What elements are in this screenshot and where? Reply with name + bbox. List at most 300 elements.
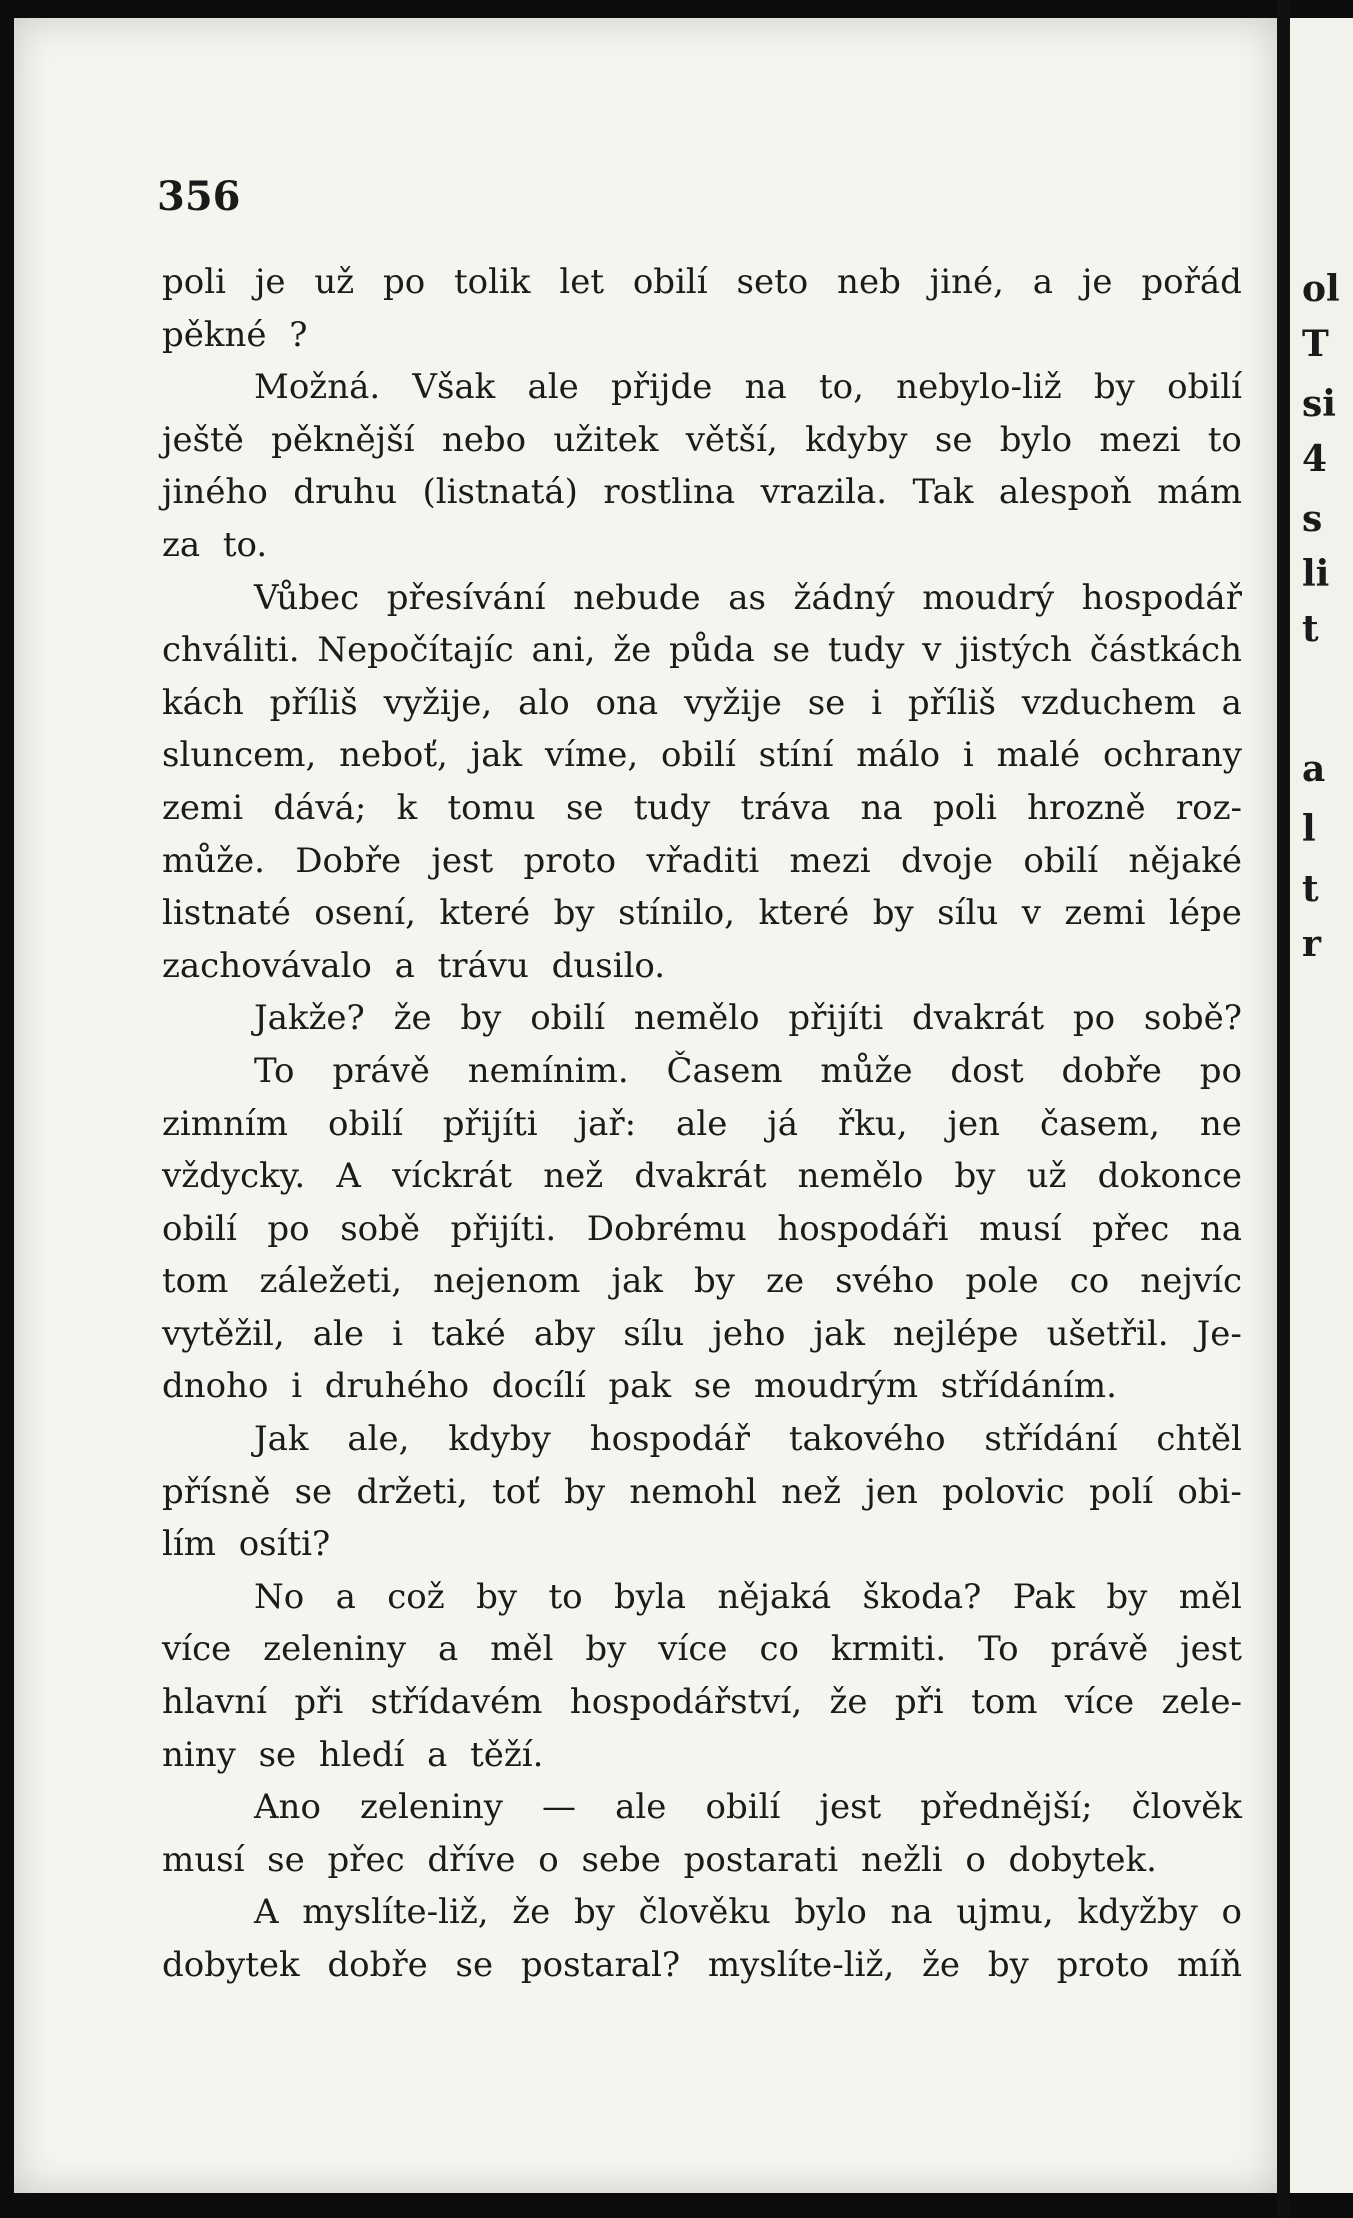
word: že (922, 1945, 961, 1985)
word: takového (788, 1419, 946, 1460)
word: po (1199, 1050, 1242, 1091)
word: ani, (531, 630, 596, 671)
word: by (564, 1471, 606, 1512)
word: částkách (1089, 630, 1242, 671)
word: nejenom (433, 1261, 581, 1302)
word: o (1221, 1892, 1242, 1933)
page-number: 356 (157, 173, 241, 220)
word: dává; (273, 787, 367, 828)
word: časem, (1040, 1103, 1160, 1144)
word: osení, (314, 893, 416, 934)
word: střídavém (370, 1682, 543, 1723)
word: by (987, 1945, 1029, 1985)
word: jak (611, 1261, 663, 1302)
book-page (14, 18, 1277, 2193)
text-line (162, 519, 1242, 572)
adjacent-page-fragment: T (1302, 323, 1329, 365)
word: než (781, 1471, 842, 1512)
word: musí (979, 1208, 1062, 1249)
text-line-content: dnoho i druhého docílí pak se moudrým střídáním. (162, 1366, 1117, 1407)
word: přesívání (386, 577, 546, 618)
word: že (613, 630, 652, 671)
word: a (335, 1576, 356, 1617)
word: přec (1092, 1208, 1170, 1249)
word: i (871, 682, 882, 723)
word: na (1199, 1208, 1242, 1249)
word: nemělo (633, 998, 760, 1039)
word: poli (932, 787, 997, 828)
word: Ano (254, 1787, 321, 1828)
word: pěknější (271, 419, 415, 460)
word: pole (965, 1261, 1039, 1302)
word: jest (819, 1787, 882, 1828)
adjacent-page-fragment: 4 (1302, 438, 1328, 480)
word: přijíti. (450, 1208, 557, 1249)
text-line (162, 1729, 1242, 1782)
word: jak (813, 1313, 865, 1354)
text-line (162, 1045, 1242, 1098)
word: nebylo-liž (896, 367, 1062, 408)
word: tudy (633, 787, 711, 828)
word: po (382, 262, 426, 302)
word: v (1021, 893, 1041, 934)
word: roz- (1175, 787, 1242, 828)
word: které (758, 893, 850, 934)
word: tom (971, 1682, 1038, 1723)
word: jeho (712, 1313, 786, 1354)
word: které (439, 893, 531, 934)
text-line-content: lím osíti? (162, 1524, 331, 1565)
word: může (820, 1050, 913, 1091)
word: To (254, 1050, 295, 1091)
word: Však (412, 367, 496, 408)
word: ale (312, 1313, 365, 1354)
word: aby (533, 1313, 596, 1354)
text-line-content: musí se přec dříve o sebe postarati nežli o dobytek. (162, 1839, 1157, 1880)
word: po (1072, 998, 1116, 1039)
word: To (978, 1629, 1019, 1670)
word: může. (162, 840, 265, 881)
word: více (658, 1629, 728, 1670)
word: střídání (984, 1419, 1118, 1460)
word: málo (856, 735, 941, 776)
text-line (162, 1413, 1242, 1466)
word: chtěl (1156, 1419, 1242, 1460)
word: Nepočítajíc (317, 630, 514, 671)
word: A (254, 1892, 279, 1933)
word: hospodář (1081, 577, 1242, 618)
word: měl (1178, 1576, 1242, 1617)
word: užitek (553, 419, 659, 460)
word: svého (835, 1261, 935, 1302)
word: stíní (758, 735, 834, 776)
word: jiné, (929, 262, 1004, 302)
text-line (162, 414, 1242, 467)
text-line (162, 992, 1242, 1045)
word: dokonce (1097, 1156, 1242, 1197)
text-line (162, 729, 1242, 782)
word: držeti, (356, 1471, 468, 1512)
word: by (476, 1576, 518, 1617)
text-line (162, 1939, 1242, 1992)
word: myslíte-liž, (302, 1892, 489, 1933)
word: že (393, 998, 432, 1039)
adjacent-page-fragment: t (1302, 868, 1319, 910)
word: proto (1056, 1945, 1150, 1985)
word: by (872, 893, 914, 934)
word: více (1064, 1682, 1135, 1723)
word: nebo (441, 419, 527, 460)
word: víme, (544, 735, 639, 776)
word: zimním (162, 1103, 289, 1144)
word: lépe (1169, 893, 1242, 934)
word: jen (947, 1103, 1001, 1144)
text-line-content: zachovávalo a trávu dusilo. (162, 945, 666, 986)
text-line (162, 1466, 1242, 1519)
word: Dobře (295, 840, 402, 881)
text-line (162, 1360, 1242, 1413)
word: stínilo, (618, 893, 735, 934)
word: myslíte-liž, (707, 1945, 895, 1985)
text-line (162, 1150, 1242, 1203)
word: dvoje (900, 840, 994, 881)
word: při (294, 1682, 344, 1723)
word: by (1093, 367, 1135, 408)
text-line (162, 887, 1242, 940)
word: se (455, 1945, 494, 1985)
word: míň (1176, 1945, 1242, 1985)
word: právě (332, 1050, 430, 1091)
text-line (162, 1203, 1242, 1256)
word: vzduchem (1021, 682, 1196, 723)
word: Časem (666, 1050, 783, 1091)
word: to, (818, 367, 864, 408)
word: víckrát (392, 1156, 513, 1197)
word: příliš (907, 682, 996, 723)
adjacent-page-fragment: a (1302, 748, 1326, 790)
word: hospodářství, (569, 1682, 803, 1723)
word: to (548, 1576, 583, 1617)
text-line-content: niny se hledí a těží. (162, 1734, 544, 1775)
word: dobytek (162, 1945, 300, 1985)
word: ještě (162, 419, 244, 460)
text-line (162, 624, 1242, 677)
word: (listnatá) (422, 472, 578, 513)
word: což (387, 1576, 445, 1617)
word: sobě? (1143, 998, 1242, 1039)
word: ale (615, 1787, 667, 1828)
word: polí (1089, 1471, 1154, 1512)
word: No (254, 1576, 305, 1617)
text-line (162, 361, 1242, 414)
word: přijíti (788, 998, 884, 1039)
word: listnaté (162, 893, 291, 934)
word: že (829, 1682, 868, 1723)
word: toť (492, 1471, 540, 1512)
word: polovic (942, 1471, 1065, 1512)
adjacent-page-fragment: li (1302, 553, 1330, 595)
word: nemínim. (467, 1050, 629, 1091)
word: se (565, 787, 604, 828)
word: sílu (937, 893, 999, 934)
word: Je- (1196, 1313, 1242, 1354)
word: by (693, 1261, 735, 1302)
word: po (267, 1208, 310, 1249)
word: také (431, 1313, 506, 1354)
word: moudrý (922, 577, 1055, 618)
word: ale, (347, 1419, 410, 1460)
word: alo (518, 682, 570, 723)
word: Možná. (254, 367, 381, 408)
word: krmiti. (830, 1629, 947, 1670)
word: a (438, 1629, 459, 1670)
word: tomu (447, 787, 536, 828)
word: ale (676, 1103, 728, 1144)
word: chváliti. (162, 630, 300, 671)
word: proto (523, 840, 617, 881)
word: a (1221, 682, 1242, 723)
word: jak (470, 735, 523, 776)
word: při (894, 1682, 944, 1723)
word: vyžije, (383, 682, 493, 723)
word: by (573, 1892, 615, 1933)
word: ujmu, (956, 1892, 1054, 1933)
word: as (728, 577, 766, 618)
word: jiného (162, 472, 268, 513)
page-gutter (1277, 0, 1290, 2218)
text-line (162, 1834, 1242, 1887)
word: škoda? (862, 1576, 982, 1617)
word: je (254, 262, 286, 302)
word: kdyby (448, 1419, 551, 1460)
word: sílu (623, 1313, 685, 1354)
word: to (1207, 419, 1242, 460)
word: se (934, 419, 973, 460)
word: Tak (912, 472, 974, 513)
word: a (1032, 262, 1054, 302)
word: jař: (577, 1103, 637, 1144)
word: ze (766, 1261, 805, 1302)
word: v (922, 630, 942, 671)
word: i (962, 735, 974, 776)
word: měl (490, 1629, 554, 1670)
adjacent-page-fragment: l (1302, 808, 1316, 850)
word: příliš (269, 682, 358, 723)
word: člověk (1131, 1787, 1242, 1828)
word: jest (431, 840, 494, 881)
word: sluncem, (162, 735, 317, 776)
word: už (314, 262, 355, 302)
word: přísně (162, 1471, 271, 1512)
text-line (162, 1571, 1242, 1624)
word: vytěžil, (162, 1313, 285, 1354)
text-line (162, 677, 1242, 730)
word: obilí (530, 998, 606, 1039)
word: by (553, 893, 595, 934)
word: obi- (1177, 1471, 1242, 1512)
word: nejlépe (893, 1313, 1019, 1354)
word: malé (996, 735, 1081, 776)
word: neb (837, 262, 901, 302)
word: jistých (959, 630, 1072, 671)
word: zele- (1161, 1682, 1242, 1723)
text-line (162, 572, 1242, 625)
text-line (162, 835, 1242, 888)
word: Vůbec (254, 577, 360, 618)
word: půda (669, 630, 755, 671)
word: vřaditi (646, 840, 760, 881)
word: ne (1199, 1103, 1242, 1144)
word: hlavní (162, 1682, 268, 1723)
word: hospodář (589, 1419, 751, 1460)
text-line (162, 1676, 1242, 1729)
adjacent-page-fragment: ol (1302, 268, 1340, 310)
word: Pak (1012, 1576, 1075, 1617)
word: je (1081, 262, 1113, 302)
word: tráva (740, 787, 831, 828)
word: Jakže? (254, 998, 365, 1039)
adjacent-page-fragment: r (1302, 923, 1321, 965)
word: než (543, 1156, 604, 1197)
word: obilí (661, 735, 736, 776)
word: na (860, 787, 903, 828)
word: obilí (1167, 367, 1242, 408)
text-line-content: pěkné ? (162, 314, 308, 355)
adjacent-page-fragment: t (1302, 608, 1319, 650)
word: nemělo (797, 1156, 924, 1197)
word: ochrany (1102, 735, 1242, 776)
word: by (585, 1629, 627, 1670)
word: — (542, 1787, 577, 1828)
word: přijíti (442, 1103, 538, 1144)
word: tudy (827, 630, 905, 671)
word: tolik (454, 262, 531, 302)
word: nebude (573, 577, 701, 618)
word: nejvíc (1140, 1261, 1242, 1302)
word: nějaká (717, 1576, 832, 1617)
word: ale (527, 367, 579, 408)
word: obilí (1023, 840, 1099, 881)
text-line (162, 256, 1242, 309)
word: dobře (327, 1945, 428, 1985)
word: vyžije (684, 682, 782, 723)
adjacent-page-fragment: s (1302, 498, 1323, 540)
text-line (162, 1255, 1242, 1308)
word: nemohl (629, 1471, 757, 1512)
word: druhu (293, 472, 397, 513)
word: větší, (685, 419, 778, 460)
text-line (162, 782, 1242, 835)
word: obilí (162, 1208, 237, 1249)
word: byla (613, 1576, 687, 1617)
adjacent-page-fragment: si (1302, 383, 1336, 425)
word: zeleniny (263, 1629, 407, 1670)
word: obilí (327, 1103, 403, 1144)
word: na (890, 1892, 933, 1933)
word: dobře (1061, 1050, 1162, 1091)
word: přednější; (920, 1787, 1093, 1828)
word: záležeti, (259, 1261, 403, 1302)
word: obilí (705, 1787, 781, 1828)
word: už (1026, 1156, 1067, 1197)
word: Jak (254, 1419, 309, 1460)
word: více (162, 1629, 232, 1670)
word: i (392, 1313, 403, 1354)
word: přijde (611, 367, 713, 408)
word: právě (1050, 1629, 1149, 1670)
word: by (954, 1156, 996, 1197)
word: vrazila. (760, 472, 888, 513)
word: tom (162, 1261, 229, 1302)
word: neboť, (339, 735, 448, 776)
word: k (396, 787, 418, 828)
text-line (162, 309, 1242, 362)
word: ušetřil. (1046, 1313, 1169, 1354)
word: pořád (1141, 262, 1242, 302)
text-line (162, 1886, 1242, 1939)
word: poli (162, 262, 226, 302)
word: se (807, 682, 846, 723)
word: seto (736, 262, 809, 302)
word: já (767, 1103, 799, 1144)
word: kdyžby (1077, 1892, 1198, 1933)
text-line (162, 1781, 1242, 1834)
word: řku, (838, 1103, 908, 1144)
word: mezi (1099, 419, 1181, 460)
text-line (162, 1308, 1242, 1361)
word: by (460, 998, 502, 1039)
word: co (759, 1629, 799, 1670)
text-line-content: za to. (162, 524, 268, 565)
word: dvakrát (634, 1156, 767, 1197)
word: co (1069, 1261, 1110, 1302)
text-line (162, 466, 1242, 519)
word: bylo (794, 1892, 867, 1933)
word: kách (162, 682, 244, 723)
word: bylo (999, 419, 1073, 460)
word: ona (595, 682, 659, 723)
word: že (512, 1892, 551, 1933)
text-line (162, 1098, 1242, 1151)
word: zemi (1064, 893, 1146, 934)
word: rostlina (603, 472, 736, 513)
text-line (162, 1518, 1242, 1571)
word: se (772, 630, 811, 671)
word: zeleniny (360, 1787, 503, 1828)
adjacent-page-edge (1290, 18, 1353, 2193)
word: by (1106, 1576, 1148, 1617)
body-text (162, 256, 1242, 1992)
word: hospodáři (777, 1208, 949, 1249)
word: A (336, 1156, 361, 1197)
word: Dobrému (586, 1208, 747, 1249)
word: člověku (638, 1892, 771, 1933)
word: se (294, 1471, 333, 1512)
word: mám (1157, 472, 1242, 513)
word: na (744, 367, 787, 408)
word: kdyby (805, 419, 908, 460)
word: hrozně (1027, 787, 1146, 828)
word: alespoň (998, 472, 1132, 513)
word: mezi (789, 840, 871, 881)
text-line (162, 1623, 1242, 1676)
word: let (559, 262, 604, 302)
word: vždycky. (162, 1156, 306, 1197)
word: postaral? (520, 1945, 681, 1985)
word: jen (865, 1471, 918, 1512)
word: zemi (162, 787, 244, 828)
text-line (162, 940, 1242, 993)
